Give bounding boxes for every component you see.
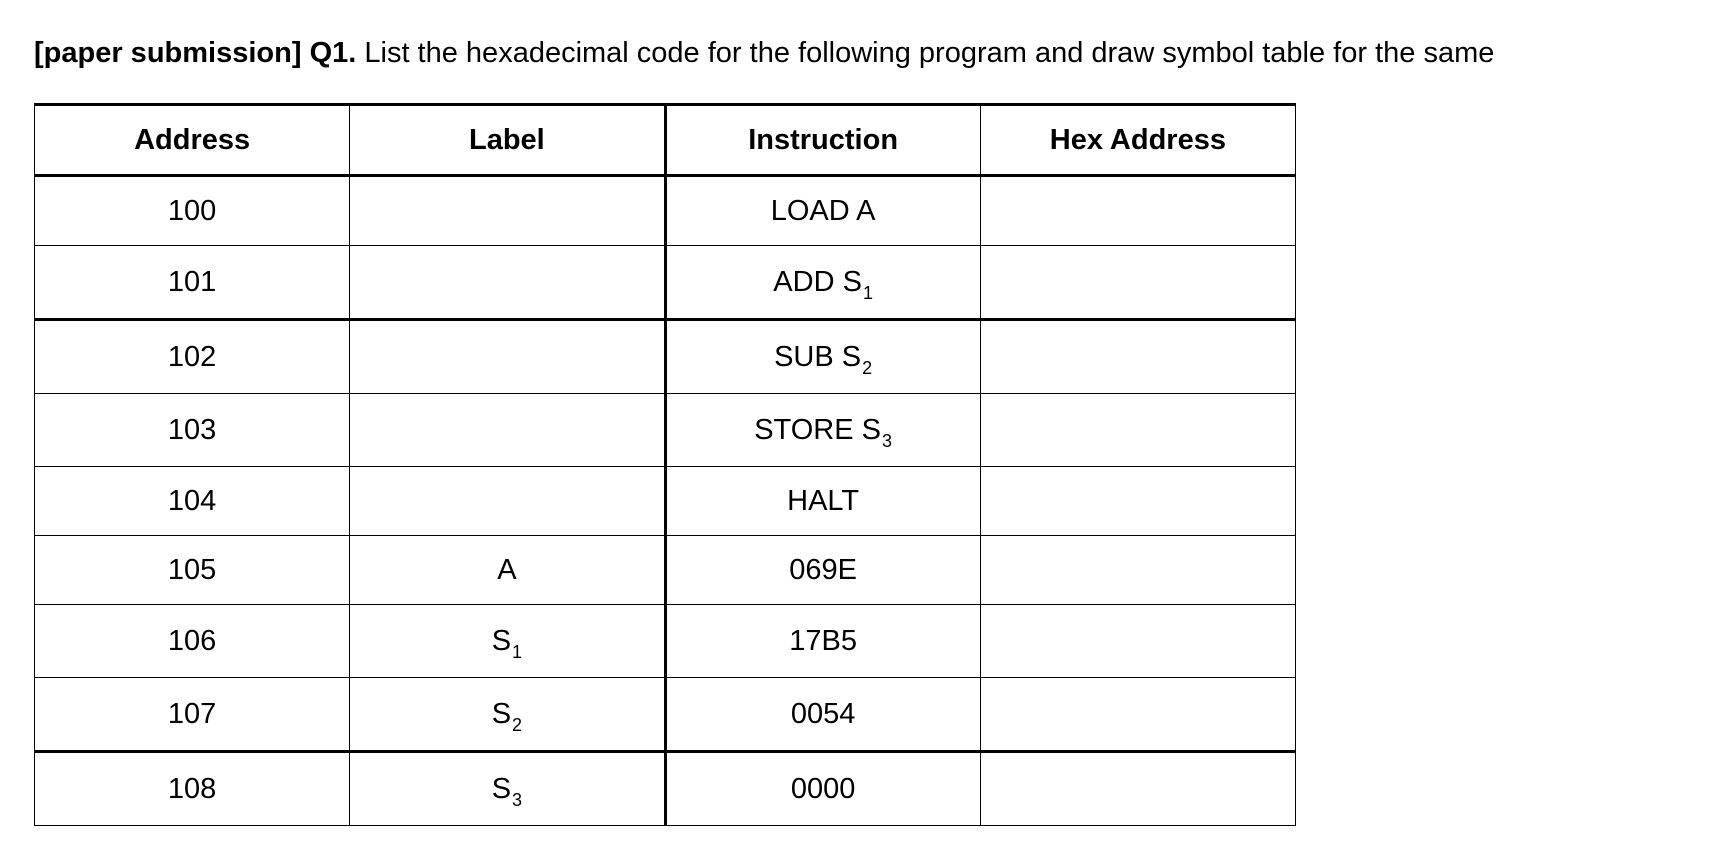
instruction-cell	[665, 752, 980, 826]
instruction-cell	[665, 176, 980, 246]
table-row	[35, 320, 1296, 394]
label-subscript: 2	[512, 714, 523, 735]
table-row	[35, 394, 1296, 467]
instruction-text: ADD S	[773, 265, 862, 298]
instruction-cell	[665, 536, 980, 605]
program-table	[34, 103, 1296, 826]
table-row	[35, 678, 1296, 752]
instruction-text: STORE S	[754, 413, 881, 446]
instruction-subscript: 1	[862, 282, 873, 303]
address-cell: 106	[35, 605, 350, 678]
submission-tag: [paper submission]	[34, 37, 302, 69]
instruction-text: LOAD A	[770, 194, 876, 227]
instruction-text: 0000	[790, 772, 856, 805]
table-header-row	[35, 105, 1296, 176]
label-subscript: 3	[512, 789, 523, 810]
hex-address-cell	[980, 536, 1295, 605]
question-number: Q1.	[309, 37, 357, 69]
header-hex-address: Hex Address	[980, 105, 1295, 176]
instruction-cell	[665, 320, 980, 394]
hex-address-cell	[980, 394, 1295, 467]
table-row	[35, 176, 1296, 246]
label-cell	[350, 394, 665, 467]
label-cell	[350, 536, 665, 605]
header-address: Address	[35, 105, 350, 176]
instruction-text: 17B5	[789, 624, 857, 657]
header-instruction: Instruction	[665, 105, 980, 176]
instruction-cell	[665, 246, 980, 320]
label-text: S	[491, 624, 512, 657]
label-cell	[350, 320, 665, 394]
question-text	[34, 33, 1494, 73]
table-row	[35, 536, 1296, 605]
hex-address-cell	[980, 605, 1295, 678]
hex-address-cell	[980, 246, 1295, 320]
instruction-text: HALT	[787, 484, 860, 517]
address-cell: 101	[35, 246, 350, 320]
address-cell: 108	[35, 752, 350, 826]
instruction-cell	[665, 678, 980, 752]
label-cell	[350, 176, 665, 246]
table-row	[35, 246, 1296, 320]
label-text: S	[491, 697, 512, 730]
address-cell: 102	[35, 320, 350, 394]
table-row	[35, 605, 1296, 678]
hex-address-cell	[980, 752, 1295, 826]
label-cell	[350, 752, 665, 826]
label-text: S	[491, 772, 512, 805]
hex-address-cell	[980, 678, 1295, 752]
instruction-cell	[665, 394, 980, 467]
label-cell	[350, 467, 665, 536]
label-cell	[350, 605, 665, 678]
label-cell	[350, 678, 665, 752]
label-cell	[350, 246, 665, 320]
instruction-subscript: 2	[862, 357, 873, 378]
instruction-cell	[665, 467, 980, 536]
address-cell: 100	[35, 176, 350, 246]
hex-address-cell	[980, 320, 1295, 394]
address-cell: 107	[35, 678, 350, 752]
instruction-text: 0054	[790, 697, 856, 730]
address-cell: 103	[35, 394, 350, 467]
question-body: List the hexadecimal code for the following program and draw symbol table for the same	[364, 37, 1495, 69]
hex-address-cell	[980, 176, 1295, 246]
address-cell: 105	[35, 536, 350, 605]
address-cell: 104	[35, 467, 350, 536]
hex-address-cell	[980, 467, 1295, 536]
table-row	[35, 752, 1296, 826]
label-subscript: 1	[512, 641, 523, 662]
instruction-subscript: 3	[882, 430, 893, 451]
header-label: Label	[350, 105, 665, 176]
label-text: A	[497, 553, 517, 586]
instruction-text: SUB S	[774, 340, 862, 373]
instruction-cell	[665, 605, 980, 678]
instruction-text: 069E	[789, 553, 857, 586]
table-row	[35, 467, 1296, 536]
